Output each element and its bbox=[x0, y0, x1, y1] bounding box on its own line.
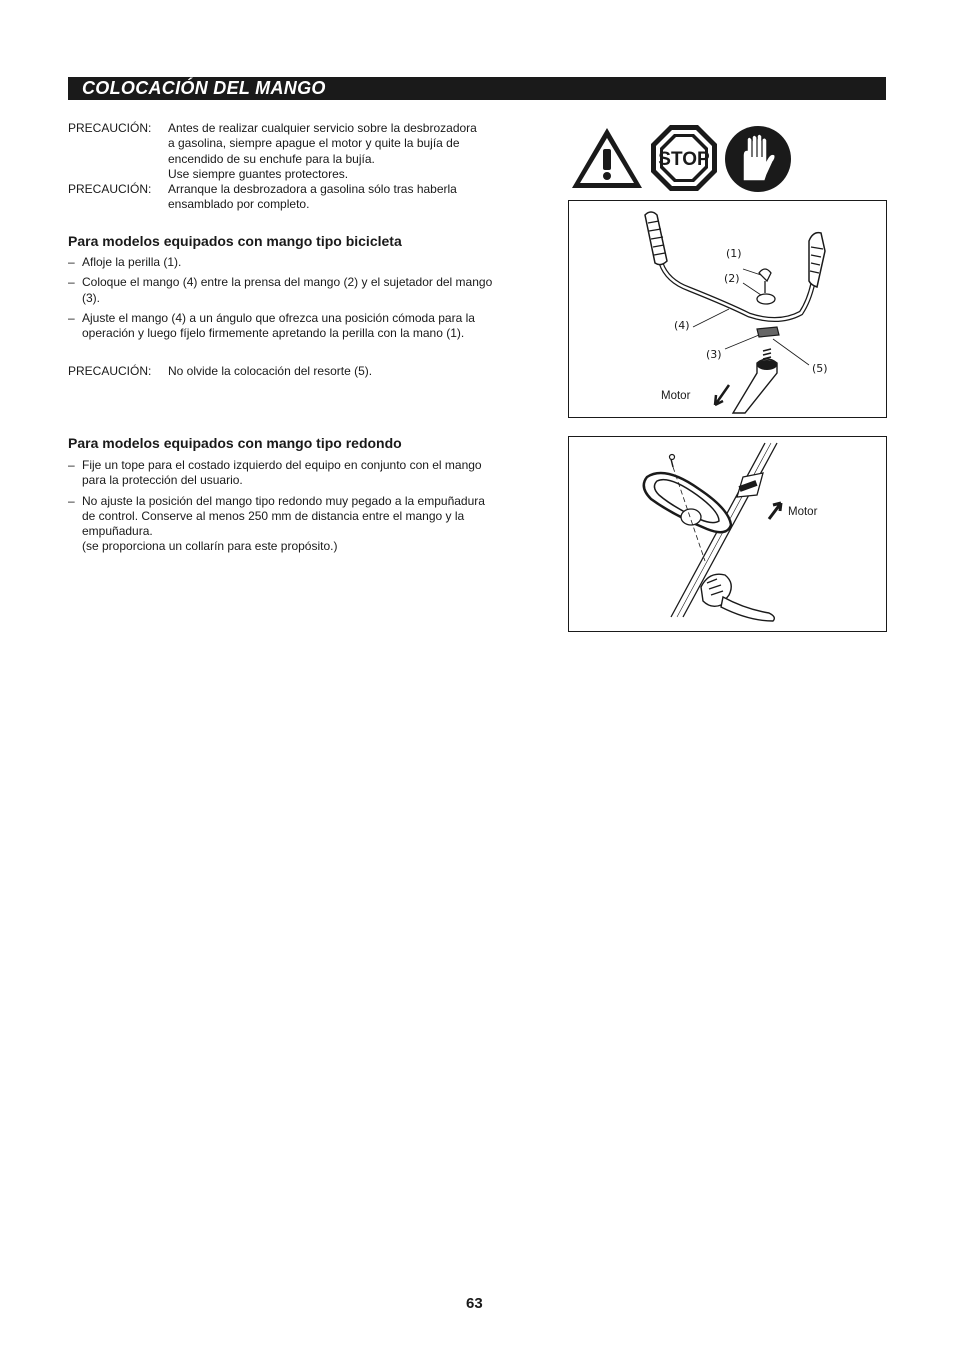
caution-1 bbox=[68, 121, 538, 183]
section-title-bar bbox=[68, 77, 886, 100]
round-handle-figure bbox=[568, 436, 887, 632]
caution-line: a gasolina, siempre apague el motor y quite la bujía de bbox=[168, 136, 460, 151]
caution-line: Antes de realizar cualquier servicio sobre la desbrozadora bbox=[168, 121, 477, 135]
bicycle-heading: Para modelos equipados con mango tipo bicicleta bbox=[68, 233, 402, 249]
bicycle-handle-drawing bbox=[569, 201, 886, 417]
list-item: – Ajuste el mango (4) a un ángulo que ofrezca una posición cómoda para la operación y luego fíjelo firmemente apretando la perilla con la mano (1). bbox=[68, 311, 528, 342]
list-line: Fije un tope para el costado izquierdo del equipo en conjunto con el mango bbox=[82, 458, 482, 472]
list-line: operación y luego fíjelo firmemente apretando la perilla con la mano (1). bbox=[82, 326, 465, 341]
warning-triangle-icon bbox=[569, 125, 645, 191]
round-heading: Para modelos equipados con mango tipo redondo bbox=[68, 435, 402, 451]
caution-line: Use siempre guantes protectores. bbox=[168, 166, 349, 181]
list-item: – No ajuste la posición del mango tipo redondo muy pegado a la empuñadura de control. Conserve al menos 250 mm de distancia entre el mango y la empuñadura. (se proporciona un collarín para este propósito.) bbox=[68, 494, 528, 555]
bicycle-handle-figure bbox=[568, 200, 887, 418]
motor-label: Motor bbox=[661, 390, 691, 402]
list-item: – Fije un tope para el costado izquierdo del equipo en conjunto con el mango para la protección del usuario. bbox=[68, 458, 528, 489]
list-line: para la protección del usuario. bbox=[82, 473, 243, 488]
list-line: Coloque el mango (4) entre la prensa del mango (2) y el sujetador del mango bbox=[82, 275, 493, 290]
caution-line: Arranque la desbrozadora a gasolina sólo tras haberla bbox=[168, 182, 457, 196]
stop-sign-text: STOP bbox=[658, 149, 710, 170]
callout-3: (3) bbox=[706, 348, 722, 361]
round-handle-drawing bbox=[569, 437, 886, 631]
list-line: (3). bbox=[82, 290, 100, 305]
caution-2 bbox=[68, 182, 538, 214]
caution-label: PRECAUCIÓN: bbox=[68, 364, 152, 378]
callout-2: (2) bbox=[724, 272, 740, 285]
callout-5: (5) bbox=[812, 362, 828, 375]
gloves-icon bbox=[723, 125, 793, 193]
caution-label: PRECAUCIÓN: bbox=[68, 121, 152, 135]
list-line: empuñadura. bbox=[82, 524, 153, 539]
page-number: 63 bbox=[466, 1295, 483, 1312]
bicycle-steps bbox=[68, 255, 528, 346]
list-item: – Coloque el mango (4) entre la prensa del mango (2) y el sujetador del mango (3). bbox=[68, 275, 528, 306]
caution-label: PRECAUCIÓN: bbox=[68, 182, 152, 196]
motor-label: Motor bbox=[788, 506, 818, 518]
callout-4: (4) bbox=[674, 319, 690, 332]
caution-spring bbox=[68, 364, 538, 380]
list-line: Ajuste el mango (4) a un ángulo que ofrezca una posición cómoda para la bbox=[82, 310, 475, 325]
list-line: (se proporciona un collarín para este propósito.) bbox=[82, 539, 338, 554]
caution-text bbox=[168, 182, 538, 213]
section-title: COLOCACIÓN DEL MANGO bbox=[82, 78, 326, 98]
list-item: – Afloje la perilla (1). bbox=[68, 255, 182, 269]
list-line: de control. Conserve al menos 250 mm de distancia entre el mango y la bbox=[82, 508, 465, 523]
list-line: No ajuste la posición del mango tipo redondo muy pegado a la empuñadura bbox=[82, 493, 485, 508]
round-steps bbox=[68, 458, 528, 560]
caution-line: encendido de su enchufe para la bujía. bbox=[168, 151, 375, 166]
stop-sign-icon bbox=[650, 124, 718, 192]
list-line: Afloje la perilla (1). bbox=[82, 255, 182, 269]
caution-text bbox=[168, 121, 538, 182]
callout-1: (1) bbox=[726, 247, 742, 260]
caution-line: ensamblado por completo. bbox=[168, 197, 310, 212]
caution-text: No olvide la colocación del resorte (5). bbox=[168, 364, 373, 378]
